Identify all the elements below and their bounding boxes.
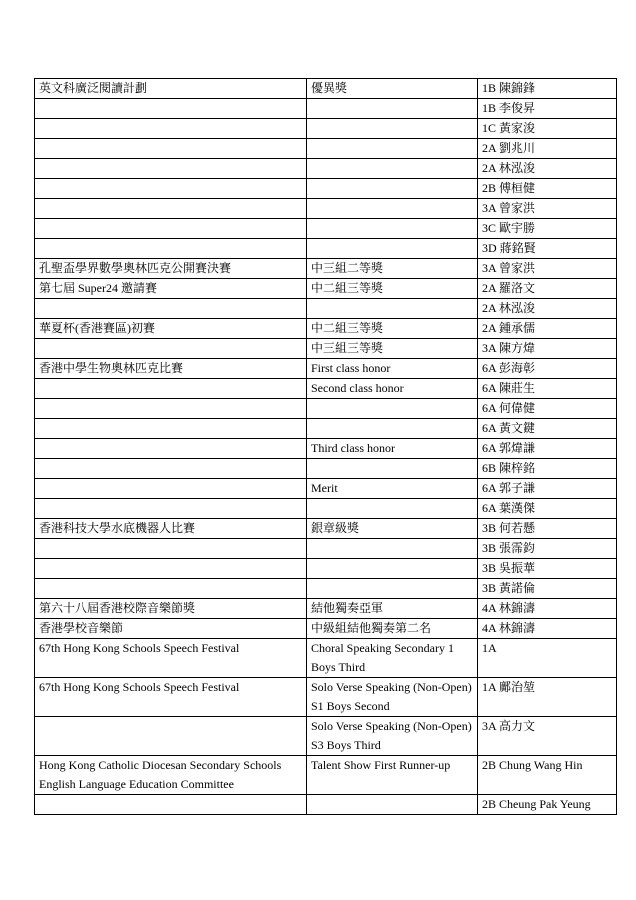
award-cell (307, 459, 478, 479)
student-cell: 2A 林泓浚 (478, 299, 617, 319)
award-cell: 中三組三等獎 (307, 339, 478, 359)
student-cell: 1A 鄺治堃 (478, 678, 617, 717)
table-row (35, 579, 617, 599)
competition-cell: 第七屆 Super24 邀請賽 (35, 279, 307, 299)
student-cell: 2A 林泓浚 (478, 159, 617, 179)
table-row (35, 599, 617, 619)
award-cell: 中三組二等獎 (307, 259, 478, 279)
student-cell: 6A 郭子謙 (478, 479, 617, 499)
awards-table (34, 78, 617, 815)
award-cell (307, 795, 478, 815)
student-cell: 2A 羅洛文 (478, 279, 617, 299)
award-cell: Third class honor (307, 439, 478, 459)
table-row (35, 199, 617, 219)
table-row (35, 159, 617, 179)
award-cell (307, 299, 478, 319)
table-row (35, 519, 617, 539)
student-cell: 3A 陳方煒 (478, 339, 617, 359)
competition-cell (35, 439, 307, 459)
award-cell: 中二組三等獎 (307, 319, 478, 339)
competition-cell: 香港學校音樂節 (35, 619, 307, 639)
competition-cell (35, 559, 307, 579)
table-row (35, 559, 617, 579)
competition-cell (35, 717, 307, 756)
table-row (35, 359, 617, 379)
student-cell: 3A 高力文 (478, 717, 617, 756)
competition-cell: 香港科技大學水底機器人比賽 (35, 519, 307, 539)
table-row (35, 99, 617, 119)
award-cell: 銀章級獎 (307, 519, 478, 539)
award-cell (307, 99, 478, 119)
award-cell: 結他獨奏亞軍 (307, 599, 478, 619)
table-row (35, 319, 617, 339)
competition-cell: 第六十八屆香港校際音樂節獎 (35, 599, 307, 619)
award-cell: Talent Show First Runner-up (307, 756, 478, 795)
table-row (35, 619, 617, 639)
student-cell: 6A 郭煒謙 (478, 439, 617, 459)
student-cell: 6A 何偉健 (478, 399, 617, 419)
student-cell: 3B 吳振華 (478, 559, 617, 579)
competition-cell: 67th Hong Kong Schools Speech Festival (35, 678, 307, 717)
competition-cell (35, 99, 307, 119)
student-cell: 2B Cheung Pak Yeung (478, 795, 617, 815)
table-row (35, 239, 617, 259)
student-cell: 3B 黃諾倫 (478, 579, 617, 599)
table-row (35, 79, 617, 99)
table-row (35, 139, 617, 159)
student-cell: 1A (478, 639, 617, 678)
student-cell: 3B 張霈鈞 (478, 539, 617, 559)
award-cell (307, 579, 478, 599)
table-row (35, 379, 617, 399)
competition-cell: Hong Kong Catholic Diocesan Secondary Schools English Language Education Committee (35, 756, 307, 795)
award-cell (307, 239, 478, 259)
student-cell: 1B 陳錦鋒 (478, 79, 617, 99)
student-cell: 6B 陳梓銘 (478, 459, 617, 479)
table-row (35, 399, 617, 419)
student-cell: 6A 葉漢傑 (478, 499, 617, 519)
competition-cell (35, 219, 307, 239)
table-row (35, 339, 617, 359)
table-row (35, 756, 617, 795)
award-cell (307, 119, 478, 139)
table-row (35, 717, 617, 756)
award-cell: 中二組三等獎 (307, 279, 478, 299)
table-row (35, 299, 617, 319)
award-cell: Merit (307, 479, 478, 499)
student-cell: 2B 傅桓健 (478, 179, 617, 199)
competition-cell: 華夏杯(香港賽區)初賽 (35, 319, 307, 339)
table-row (35, 499, 617, 519)
award-cell: First class honor (307, 359, 478, 379)
student-cell: 1B 李俊昇 (478, 99, 617, 119)
competition-cell (35, 179, 307, 199)
table-row (35, 119, 617, 139)
competition-cell: 香港中學生物奧林匹克比賽 (35, 359, 307, 379)
competition-cell (35, 539, 307, 559)
competition-cell (35, 379, 307, 399)
competition-cell (35, 339, 307, 359)
award-cell (307, 499, 478, 519)
competition-cell (35, 579, 307, 599)
competition-cell (35, 795, 307, 815)
table-row (35, 459, 617, 479)
award-cell: 優異獎 (307, 79, 478, 99)
competition-cell (35, 119, 307, 139)
award-cell (307, 199, 478, 219)
competition-cell (35, 139, 307, 159)
competition-cell: 英文科廣泛閱讀計劃 (35, 79, 307, 99)
competition-cell (35, 479, 307, 499)
student-cell: 2A 劉兆川 (478, 139, 617, 159)
competition-cell (35, 399, 307, 419)
competition-cell: 孔聖盃學界數學奧林匹克公開賽決賽 (35, 259, 307, 279)
award-cell (307, 139, 478, 159)
award-cell (307, 179, 478, 199)
student-cell: 3C 歐宇勝 (478, 219, 617, 239)
table-row (35, 479, 617, 499)
awards-table-body (35, 79, 617, 815)
student-cell: 1C 黃家浚 (478, 119, 617, 139)
award-cell: Solo Verse Speaking (Non-Open) S1 Boys Second (307, 678, 478, 717)
award-cell (307, 399, 478, 419)
student-cell: 3A 曾家洪 (478, 199, 617, 219)
competition-cell (35, 299, 307, 319)
student-cell: 4A 林錦濤 (478, 619, 617, 639)
table-row (35, 179, 617, 199)
table-row (35, 219, 617, 239)
student-cell: 2A 鍾承儒 (478, 319, 617, 339)
competition-cell: 67th Hong Kong Schools Speech Festival (35, 639, 307, 678)
table-row (35, 279, 617, 299)
table-row (35, 259, 617, 279)
award-cell (307, 539, 478, 559)
award-cell: Choral Speaking Secondary 1 Boys Third (307, 639, 478, 678)
student-cell: 3B 何若懸 (478, 519, 617, 539)
competition-cell (35, 199, 307, 219)
competition-cell (35, 239, 307, 259)
table-row (35, 419, 617, 439)
student-cell: 6A 黃文鍵 (478, 419, 617, 439)
student-cell: 6A 彭海彰 (478, 359, 617, 379)
student-cell: 3D 蔣銘賢 (478, 239, 617, 259)
table-row (35, 639, 617, 678)
award-cell (307, 559, 478, 579)
table-row (35, 795, 617, 815)
award-cell: Second class honor (307, 379, 478, 399)
student-cell: 6A 陳莊生 (478, 379, 617, 399)
table-row (35, 678, 617, 717)
competition-cell (35, 499, 307, 519)
student-cell: 4A 林錦濤 (478, 599, 617, 619)
award-cell: 中級組結他獨奏第二名 (307, 619, 478, 639)
student-cell: 3A 曾家洪 (478, 259, 617, 279)
table-row (35, 439, 617, 459)
award-cell: Solo Verse Speaking (Non-Open) S3 Boys Third (307, 717, 478, 756)
student-cell: 2B Chung Wang Hin (478, 756, 617, 795)
table-row (35, 539, 617, 559)
competition-cell (35, 159, 307, 179)
competition-cell (35, 459, 307, 479)
competition-cell (35, 419, 307, 439)
award-cell (307, 419, 478, 439)
award-cell (307, 159, 478, 179)
award-cell (307, 219, 478, 239)
